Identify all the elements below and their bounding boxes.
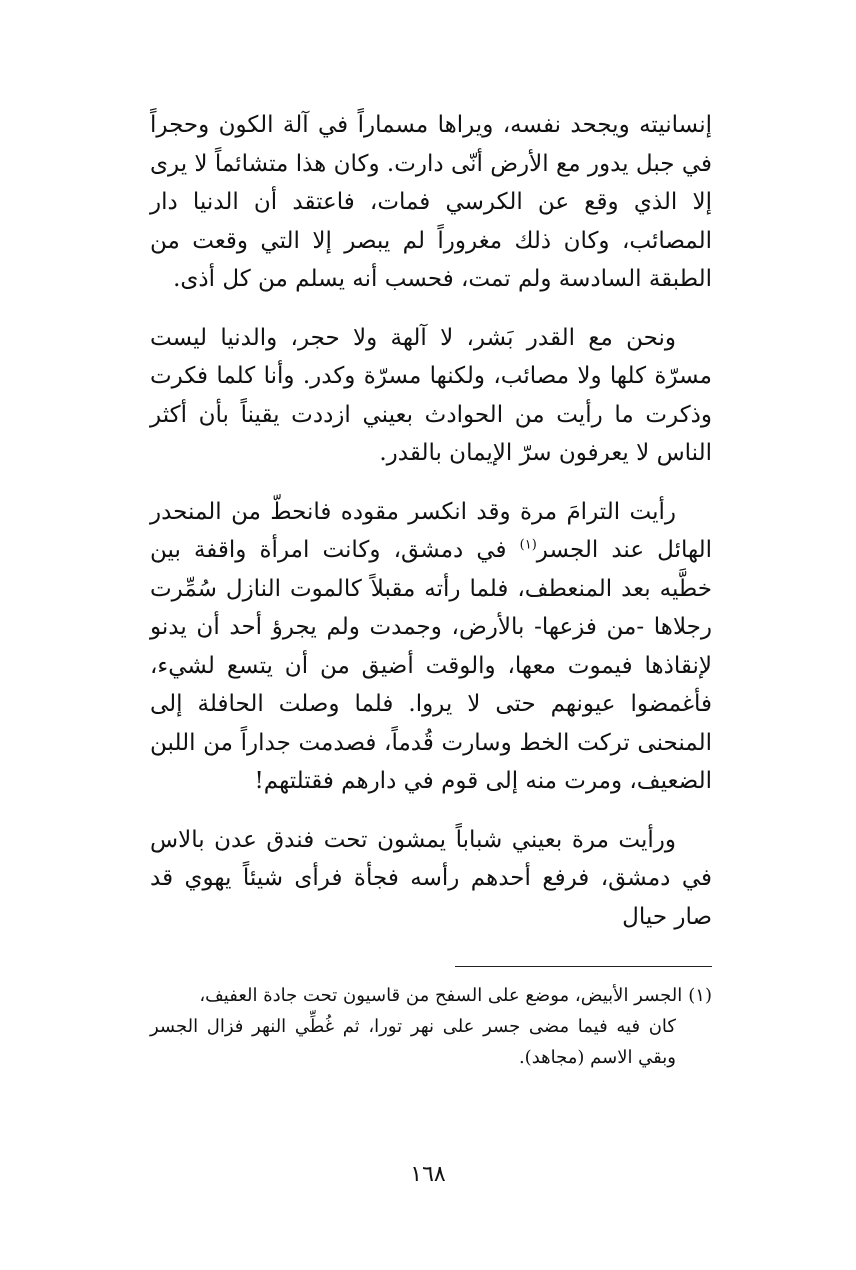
footnote-reference: (١) <box>519 537 537 553</box>
paragraph-3-text-end: في دمشق، وكانت امرأة واقفة بين خطَّيه بعد المنعطف، فلما رأته مقبلاً كالموت النازل سُمِّرت رجلاها -من فزعها- بالأرض، وجمدت ولم يجرؤ أحد أن يدنو لإنقاذها فيموت معها، والوقت أضيق من أن يتسع لشيء، فأغمضوا عيونهم حتى لا يروا. فلما وصلت الحافلة إلى المنحنى تركت الخط وسارت قُدماً، فصدمت جداراً من اللبن الضعيف، ومرت منه إلى قوم في دارهم فقتلتهم! <box>150 537 712 794</box>
paragraph-4: ورأيت مرة بعيني شباباً يمشون تحت فندق عدن بالاس في دمشق، فرفع أحدهم رأسه فجأة فرأى شيئاً يهوي قد صار حيال <box>150 826 712 930</box>
footnote-first-text: الجسر الأبيض، موضع على السفح من قاسيون تحت جادة العفيف، <box>199 985 683 1006</box>
body-text <box>150 106 712 956</box>
footnote-first-line <box>150 980 712 1011</box>
footnote-number: (١) <box>688 985 712 1006</box>
footnote-separator <box>455 966 712 967</box>
footnote-continuation: كان فيه فيما مضى جسر على نهر تورا، ثم غُطِّي النهر فزال الجسر وبقي الاسم (مجاهد). <box>150 1016 676 1068</box>
paragraph-2: ونحن مع القدر بَشر، لا آلهة ولا حجر، والدنيا ليست مسرّة كلها ولا مصائب، ولكنها مسرّة وكدر. وأنا كلما فكرت وذكرت ما رأيت من الحوادث بعيني ازددت يقيناً بأن أكثر الناس لا يعرفون سرّ الإيمان بالقدر. <box>150 324 712 466</box>
paragraph-3-text-start: رأيت الترامَ مرة وقد انكسر مقوده فانحطّ من المنحدر الهائل عند الجسر <box>150 498 712 563</box>
paragraph-3 <box>150 493 712 801</box>
footnote <box>150 980 712 1073</box>
paragraph-1: إنسانيته ويجحد نفسه، ويراها مسماراً في آلة الكون وحجراً في جبل يدور مع الأرض أنّى دارت. وكان هذا متشائماً لا يرى إلا الذي وقع عن الكرسي فمات، فاعتقد أن الدنيا دار المصائب، وكان ذلك مغروراً لم يبصر إلا التي وقعت من الطبقة السادسة ولم تمت، فحسب أنه يسلم من كل أذى. <box>150 112 712 292</box>
page-number: ١٦٨ <box>410 1162 446 1187</box>
